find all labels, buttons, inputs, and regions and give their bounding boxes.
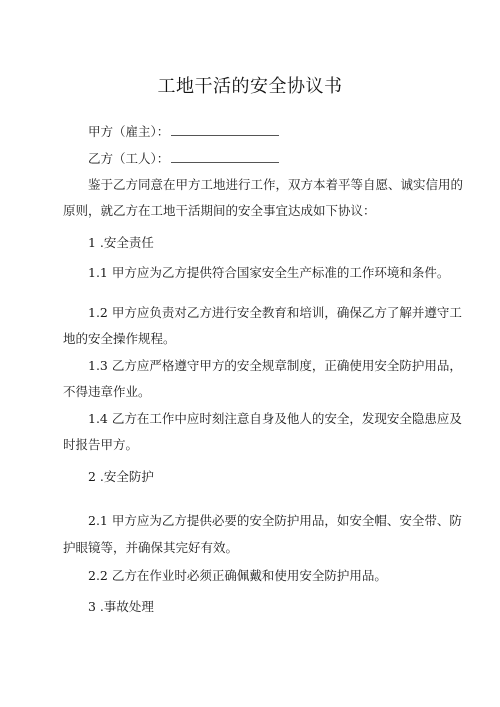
clause-1-3-line-2: 不得违章作业。	[63, 384, 151, 399]
clause-1-4-line-1: 1.4 乙方在工作中应时刻注意自身及他人的安全，发现安全隐患应及	[88, 411, 462, 426]
section-3-heading: 3 .事故处理	[88, 599, 154, 614]
intro-line-2: 原则，就乙方在工地干活期间的安全事宜达成如下协议：	[63, 203, 376, 218]
intro-line-1: 鉴于乙方同意在甲方工地进行工作，双方本着平等自愿、诚实信用的	[88, 177, 464, 192]
clause-1-4-line-2: 时报告甲方。	[63, 437, 139, 452]
party-a-label: 甲方（雇主）：	[88, 124, 170, 139]
clause-1-2-line-2: 地的安全操作规程。	[63, 331, 176, 346]
clause-2-1-line-2: 护眼镜等，并确保其完好有效。	[63, 540, 239, 555]
document-title: 工地干活的安全协议书	[157, 76, 343, 97]
clause-1-1: 1.1 甲方应为乙方提供符合国家安全生产标准的工作环境和条件。	[88, 265, 450, 280]
party-a-line	[88, 124, 438, 140]
section-2-heading: 2 .安全防护	[88, 469, 154, 484]
clause-1-2-line-1: 1.2 甲方应负责对乙方进行安全教育和培训，确保乙方了解并遵守工	[88, 305, 462, 320]
section-1-heading: 1 .安全责任	[88, 235, 154, 250]
clause-1-3-line-1: 1.3 乙方应严格遵守甲方的安全规章制度，正确使用安全防护用品，	[88, 358, 462, 373]
clause-2-2: 2.2 乙方在作业时必须正确佩戴和使用安全防护用品。	[88, 568, 387, 583]
party-b-label: 乙方（工人）：	[88, 151, 170, 166]
clause-2-1-line-1: 2.1 甲方应为乙方提供必要的安全防护用品，如安全帽、安全带、防	[88, 513, 462, 528]
party-a-blank	[171, 124, 279, 136]
party-b-line	[88, 151, 438, 167]
party-b-blank	[171, 151, 279, 163]
